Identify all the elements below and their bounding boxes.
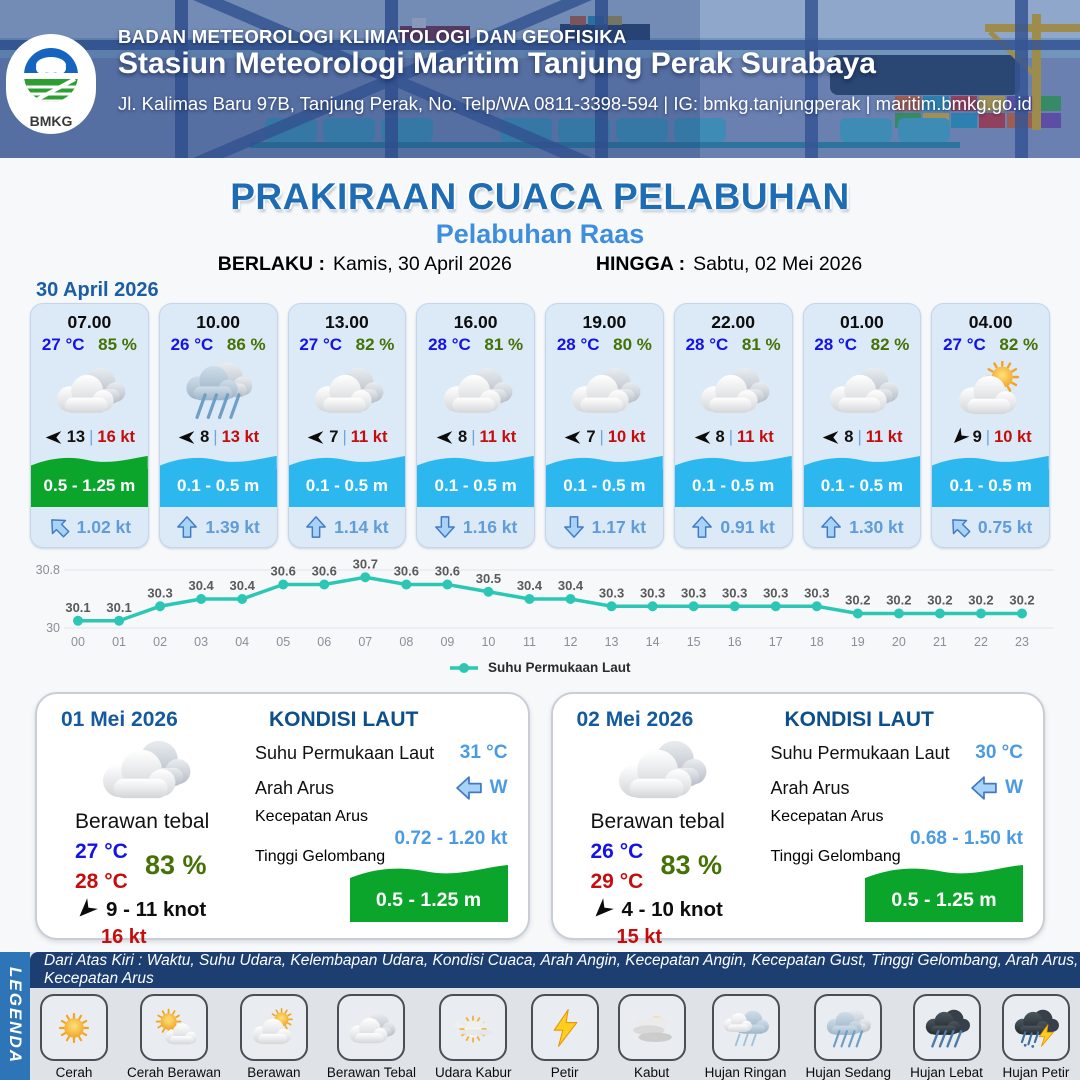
wind-row	[417, 423, 534, 451]
svg-text:02: 02	[153, 635, 168, 649]
current-speed-value: 0.72 - 1.20 kt	[394, 828, 508, 849]
wind-direction-icon	[946, 424, 971, 449]
station-address: Jl. Kalimas Baru 97B, Tanjung Perak, No. Telp/WA 0811-3398-594 | IG: bmkg.tanjungperak | maritim.bmkg.go.id	[118, 93, 1032, 114]
hujan-petir-icon	[1009, 1007, 1063, 1049]
sst-line-chart	[20, 554, 1060, 688]
day-date: 02 Mei 2026	[576, 708, 694, 731]
temp-max: 28 °C	[75, 870, 128, 893]
time-label: 04.00	[968, 312, 1013, 332]
svg-text:30.2: 30.2	[886, 592, 912, 608]
wind-range: 4 - 10 knot	[621, 898, 723, 921]
legend-item: Berawan	[240, 994, 308, 1080]
wind-speed: 8	[200, 427, 210, 446]
wind-speed: 7	[586, 427, 596, 446]
cerah-berawan-icon	[147, 1007, 201, 1049]
wave-height: 0.5 - 1.25 m	[31, 469, 148, 507]
hingga-value: Sabtu, 02 Mei 2026	[693, 253, 863, 275]
wind-direction-icon	[563, 429, 582, 446]
current-row	[160, 507, 277, 547]
hourly-card	[159, 303, 278, 548]
current-direction-icon	[434, 516, 456, 538]
wind-row	[75, 898, 206, 922]
air-temperature: 27 °C	[943, 335, 986, 354]
current-direction-icon	[43, 511, 74, 542]
berawan-tebal-icon	[344, 1007, 398, 1049]
wind-speed: 9	[972, 427, 982, 446]
wind-direction-icon	[177, 429, 196, 446]
time-label: 13.00	[324, 312, 369, 332]
wave-band	[546, 455, 663, 507]
gust-speed: 11 kt	[350, 427, 388, 446]
sea-conditions	[255, 706, 508, 928]
valid-from	[218, 253, 512, 276]
hourly-card	[30, 303, 149, 548]
gust-speed: 16 kt	[101, 926, 147, 948]
condition-label: Berawan tebal	[75, 810, 210, 833]
humidity: 81 %	[484, 335, 524, 354]
svg-text:30.3: 30.3	[147, 585, 173, 601]
wave-label: Tinggi Gelombang	[255, 848, 386, 865]
current-speed: 0.75 kt	[977, 516, 1033, 537]
svg-text:30.2: 30.2	[968, 592, 994, 608]
port-name: Pelabuhan Raas	[435, 219, 645, 249]
svg-text:07: 07	[358, 635, 373, 649]
current-speed: 1.14 kt	[334, 516, 389, 537]
hujan-ringan-icon	[719, 1007, 773, 1049]
sst-chart	[20, 554, 1060, 688]
current-row	[932, 507, 1049, 547]
humidity: 82 %	[999, 335, 1039, 354]
separator: |	[985, 427, 991, 446]
kabut-icon	[625, 1007, 679, 1049]
weather-icon	[932, 357, 1049, 423]
current-direction-icon	[944, 511, 975, 542]
wind-direction-icon	[71, 895, 101, 925]
current-speed: 1.16 kt	[462, 516, 518, 537]
hourly-card	[803, 303, 922, 548]
current-speed-label: Kecepatan Arus	[255, 808, 368, 825]
svg-text:16: 16	[727, 635, 742, 649]
weather-icon	[601, 732, 719, 806]
air-temperature: 28 °C	[428, 335, 471, 354]
wind-row	[675, 423, 792, 451]
wind-speed: 8	[844, 427, 854, 446]
legend-item: Cerah Berawan	[127, 994, 221, 1080]
separator: |	[89, 427, 94, 446]
current-speed-label: Kecepatan Arus	[770, 808, 884, 825]
hourly-card	[416, 303, 535, 548]
separator: |	[599, 427, 604, 446]
weather-icon	[675, 357, 792, 423]
wave-crest	[289, 455, 406, 469]
humidity: 81 %	[741, 335, 781, 354]
wind-row	[591, 898, 723, 922]
wave-crest	[350, 864, 508, 882]
svg-text:03: 03	[194, 635, 209, 649]
hourly-card	[674, 303, 793, 548]
berawan-icon	[247, 1007, 301, 1049]
wind-row	[546, 423, 663, 451]
svg-text:00: 00	[71, 635, 85, 649]
current-row	[675, 507, 792, 547]
current-speed: 1.39 kt	[205, 516, 260, 537]
current-speed: 1.17 kt	[591, 516, 647, 537]
sst-value: 31 °C	[459, 742, 508, 763]
berlaku-label: BERLAKU :	[217, 253, 326, 275]
petir-icon	[538, 1007, 592, 1049]
legend-sidebar	[0, 952, 30, 1080]
sea-title: KONDISI LAUT	[784, 708, 934, 731]
legend-item: Hujan Ringan	[705, 994, 787, 1080]
wave-height: 0.1 - 0.5 m	[289, 469, 406, 507]
gust-speed: 11 kt	[737, 427, 774, 446]
time-label: 07.00	[67, 312, 112, 332]
day-card	[551, 692, 1046, 948]
svg-text:15: 15	[686, 635, 701, 649]
wave-label: Tinggi Gelombang	[770, 848, 901, 865]
legend-item: Berawan Tebal	[327, 994, 416, 1080]
svg-text:30.4: 30.4	[557, 578, 584, 593]
condition-label: Berawan tebal	[590, 810, 725, 833]
berlaku-value: Kamis, 30 April 2026	[333, 253, 512, 275]
svg-text:11: 11	[522, 635, 536, 649]
svg-text:04: 04	[235, 635, 250, 649]
legend-section	[0, 952, 1080, 1080]
current-speed: 0.91 kt	[720, 516, 775, 537]
separator: |	[471, 427, 476, 446]
page-title: PRAKIRAAN CUACA PELABUHAN	[230, 176, 850, 217]
svg-text:01: 01	[112, 635, 126, 649]
valid-until	[596, 253, 862, 276]
wave-height: 0.1 - 0.5 m	[804, 469, 921, 507]
svg-text:05: 05	[276, 635, 291, 649]
svg-text:30.8: 30.8	[35, 563, 60, 577]
weather-icon	[546, 357, 663, 423]
hourly-forecast-row	[30, 303, 1050, 548]
svg-text:30.3: 30.3	[804, 585, 830, 601]
hujan-lebat-icon	[920, 1007, 974, 1049]
sst-label: Suhu Permukaan Laut	[770, 742, 950, 763]
gust-speed: 11 kt	[865, 427, 903, 446]
svg-text:08: 08	[399, 635, 414, 649]
legend-item: Hujan Lebat	[910, 994, 983, 1080]
temp-max: 29 °C	[590, 870, 644, 893]
svg-text:19: 19	[850, 635, 865, 649]
sea-conditions	[771, 706, 1024, 928]
legend-title: LEGENDA	[6, 967, 25, 1065]
separator: |	[342, 427, 347, 446]
udara-kabur-icon	[446, 1007, 500, 1049]
svg-text:30: 30	[46, 621, 60, 635]
wind-speed: 8	[458, 427, 468, 446]
wave-height: 0.1 - 0.5 m	[546, 469, 663, 507]
svg-text:21: 21	[932, 635, 947, 649]
time-label: 19.00	[582, 312, 627, 332]
air-temperature: 27 °C	[299, 335, 343, 354]
sst-label: Suhu Permukaan Laut	[255, 742, 435, 763]
svg-text:23: 23	[1015, 635, 1029, 649]
svg-text:30.3: 30.3	[722, 585, 748, 601]
wind-row	[160, 423, 277, 451]
wind-direction-icon	[44, 429, 63, 446]
wave-badge	[865, 864, 1023, 922]
wave-height: 0.5 - 1.25 m	[865, 882, 1023, 922]
svg-text:12: 12	[563, 635, 578, 649]
svg-text:30.3: 30.3	[598, 585, 625, 601]
temp-min: 27 °C	[75, 840, 128, 863]
weather-icon	[289, 357, 406, 423]
hourly-card	[545, 303, 664, 548]
wind-direction-icon	[693, 429, 712, 446]
wind-direction-icon	[435, 429, 454, 446]
svg-text:30.4: 30.4	[229, 578, 255, 593]
humidity: 83 %	[660, 850, 723, 880]
svg-text:10: 10	[481, 635, 496, 649]
time-label: 22.00	[711, 312, 756, 332]
gust-speed: 13 kt	[221, 427, 260, 446]
current-direction-icon	[691, 516, 713, 538]
weather-icon	[31, 357, 148, 423]
legend-item: Hujan Petir	[1002, 994, 1070, 1080]
wave-crest	[804, 455, 921, 469]
weather-icon	[160, 357, 277, 423]
air-temperature: 27 °C	[41, 335, 85, 354]
time-label: 10.00	[196, 312, 241, 332]
legend-item: Petir	[531, 994, 599, 1080]
wind-row	[289, 423, 406, 451]
svg-text:Suhu Permukaan Laut: Suhu Permukaan Laut	[488, 660, 631, 675]
svg-text:18: 18	[809, 635, 824, 649]
current-direction-icon	[305, 516, 327, 538]
current-speed-value: 0.68 - 1.50 kt	[909, 828, 1023, 849]
header-banner	[0, 0, 1080, 158]
svg-text:30.7: 30.7	[352, 556, 378, 572]
svg-text:30.6: 30.6	[311, 563, 337, 579]
svg-text:17: 17	[768, 635, 783, 649]
wave-height: 0.5 - 1.25 m	[350, 882, 508, 922]
current-row	[417, 507, 534, 547]
air-temperature: 28 °C	[685, 335, 729, 354]
day-card	[35, 692, 530, 948]
gust-speed: 15 kt	[616, 926, 663, 948]
wave-height: 0.1 - 0.5 m	[675, 469, 792, 507]
wave-band	[417, 455, 534, 507]
svg-text:30.6: 30.6	[393, 563, 420, 579]
svg-text:30.1: 30.1	[106, 599, 132, 615]
humidity: 83 %	[145, 850, 207, 880]
wave-band	[31, 455, 148, 507]
hourly-card	[288, 303, 407, 548]
svg-text:13: 13	[604, 635, 619, 649]
station-name: Stasiun Meteorologi Maritim Tanjung Perak Surabaya	[118, 47, 876, 80]
wave-crest	[546, 455, 663, 469]
current-row	[546, 507, 663, 547]
current-speed: 1.02 kt	[76, 516, 132, 537]
wave-crest	[865, 864, 1023, 882]
svg-text:30.6: 30.6	[434, 563, 461, 579]
legend-item: Hujan Sedang	[805, 994, 891, 1080]
separator: |	[213, 427, 218, 446]
separator: |	[857, 427, 862, 446]
wave-band	[289, 455, 406, 507]
validity-row	[0, 253, 1080, 276]
daily-forecast-row	[35, 692, 1045, 948]
bmkg-logo	[6, 34, 96, 134]
hourly-card	[931, 303, 1050, 548]
svg-text:30.3: 30.3	[763, 585, 789, 601]
current-direction-icon	[971, 775, 997, 801]
wave-crest	[160, 455, 277, 469]
current-direction-icon	[820, 516, 842, 538]
svg-text:30.1: 30.1	[65, 599, 91, 615]
wave-crest	[31, 455, 148, 469]
bmkg-logo-icon	[9, 37, 93, 131]
weather-icon	[417, 357, 534, 423]
hingga-label: HINGGA :	[595, 253, 686, 275]
wind-row	[804, 423, 921, 451]
current-dir-label: Arah Arus	[255, 777, 335, 798]
svg-text:30.2: 30.2	[927, 592, 953, 608]
wave-band	[932, 455, 1049, 507]
day-date: 01 Mei 2026	[61, 708, 178, 731]
weather-icon	[804, 357, 921, 423]
wave-crest	[675, 455, 792, 469]
svg-text:06: 06	[317, 635, 332, 649]
current-direction-icon	[176, 516, 198, 538]
current-dir-label: Arah Arus	[770, 777, 850, 798]
current-direction-icon	[456, 775, 482, 801]
forecast-date-label: 30 April 2026	[36, 279, 159, 301]
wave-height: 0.1 - 0.5 m	[932, 469, 1049, 507]
org-name: BADAN METEOROLOGI KLIMATOLOGI DAN GEOFISIKA	[118, 26, 627, 47]
air-temperature: 26 °C	[170, 335, 214, 354]
wave-badge	[350, 864, 508, 922]
wave-band	[675, 455, 792, 507]
bmkg-logo-text: BMKG	[29, 113, 73, 129]
svg-text:30.2: 30.2	[845, 592, 871, 608]
svg-text:22: 22	[974, 635, 988, 649]
humidity: 82 %	[355, 335, 395, 354]
wave-crest	[932, 455, 1049, 469]
time-label: 16.00	[453, 312, 498, 332]
wind-direction-icon	[306, 429, 325, 446]
wave-crest	[417, 455, 534, 469]
humidity: 82 %	[870, 335, 910, 354]
humidity: 86 %	[226, 335, 266, 354]
current-row	[31, 507, 148, 547]
gust-speed: 16 kt	[97, 427, 135, 446]
legend-note: Dari Atas Kiri : Waktu, Suhu Udara, Kelembapan Udara, Kondisi Cuaca, Arah Angin, Kecepatan Angin, Kecepatan Gust, Tinggi Gelombang, Arah Arus, Kecepatan Arus	[30, 952, 1080, 988]
wave-height: 0.1 - 0.5 m	[160, 469, 277, 507]
humidity: 80 %	[613, 335, 652, 354]
current-dir-value: W	[1005, 777, 1023, 798]
current-row	[804, 507, 921, 547]
svg-text:30.3: 30.3	[680, 585, 707, 601]
current-speed: 1.30 kt	[849, 516, 904, 537]
air-temperature: 28 °C	[814, 335, 858, 354]
hujan-sedang-icon	[821, 1007, 875, 1049]
svg-text:30.5: 30.5	[475, 570, 502, 586]
wind-speed: 8	[715, 427, 725, 446]
temp-min: 26 °C	[590, 840, 644, 863]
weather-icon	[85, 732, 203, 806]
sea-title: KONDISI LAUT	[269, 708, 419, 731]
wind-row	[932, 423, 1049, 451]
air-temperature: 28 °C	[556, 335, 600, 354]
legend-icons-row	[30, 990, 1080, 1080]
svg-text:09: 09	[440, 635, 455, 649]
wind-range: 9 - 11 knot	[106, 898, 207, 921]
cerah-icon	[47, 1007, 101, 1049]
separator: |	[728, 427, 734, 446]
humidity: 85 %	[98, 335, 137, 354]
wave-height: 0.1 - 0.5 m	[417, 469, 534, 507]
legend-item: Kabut	[618, 994, 686, 1080]
svg-text:30.3: 30.3	[639, 585, 666, 601]
svg-text:20: 20	[891, 635, 906, 649]
wave-band	[160, 455, 277, 507]
wave-band	[804, 455, 921, 507]
current-direction-icon	[563, 516, 585, 538]
svg-text:30.6: 30.6	[270, 563, 296, 579]
gust-speed: 10 kt	[607, 427, 646, 446]
current-dir-value: W	[489, 777, 508, 798]
svg-text:30.4: 30.4	[516, 578, 543, 593]
time-label: 01.00	[839, 312, 884, 332]
gust-speed: 11 kt	[479, 427, 517, 446]
svg-text:30.2: 30.2	[1009, 592, 1035, 608]
sst-value: 30 °C	[975, 742, 1023, 763]
wind-direction-icon	[821, 429, 840, 446]
wind-speed: 7	[329, 427, 339, 446]
current-row	[289, 507, 406, 547]
legend-item: Udara Kabur	[435, 994, 512, 1080]
legend-item: Cerah	[40, 994, 108, 1080]
wind-row	[31, 423, 148, 451]
svg-text:30.4: 30.4	[188, 578, 214, 593]
wind-speed: 13	[66, 427, 86, 446]
wind-direction-icon	[587, 895, 617, 925]
svg-text:14: 14	[645, 635, 660, 649]
gust-speed: 10 kt	[994, 427, 1032, 446]
